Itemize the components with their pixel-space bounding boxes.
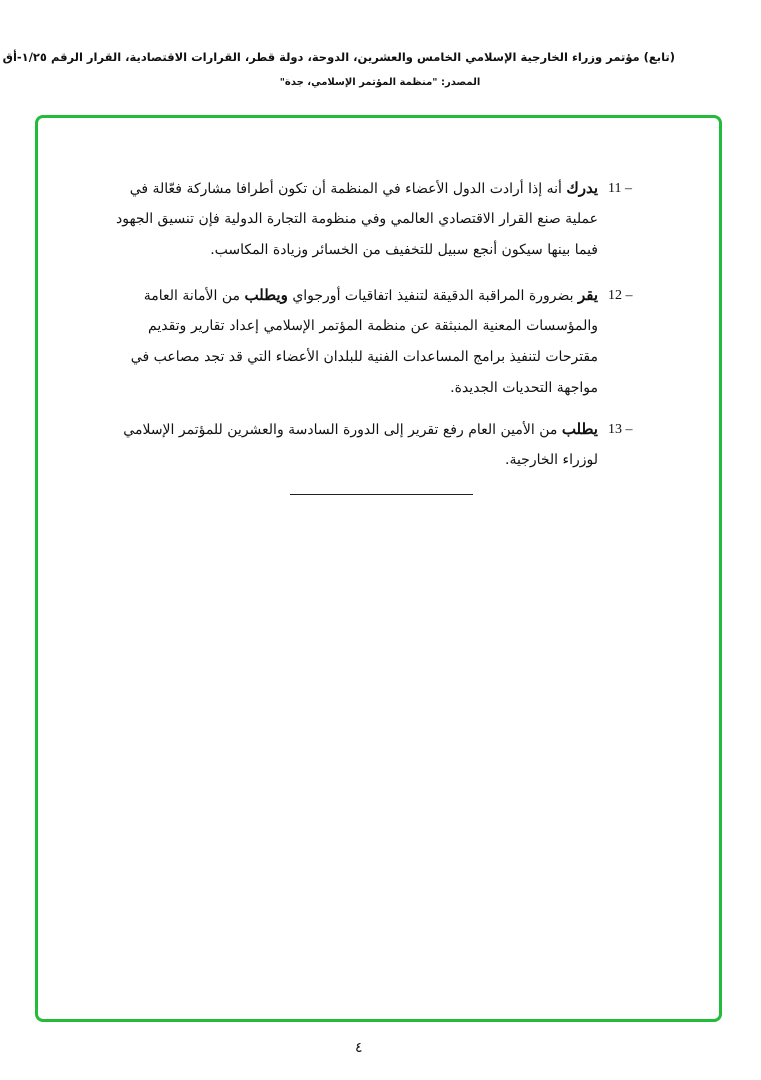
resolution-item-13 xyxy=(123,414,598,476)
item-line: مقترحات لتنفيذ برامج المساعدات الفنية للبلدان الأعضاء التي قد تجد مصاعب في xyxy=(130,349,598,365)
item-keyword: يدرك xyxy=(566,179,598,197)
item-line: عملية صنع القرار الاقتصادي العالمي وفي منظومة التجارة الدولية فإن تنسيق الجهود xyxy=(115,211,598,227)
item-line: من الأمانة العامة xyxy=(143,288,240,304)
item-number: 11 – xyxy=(608,181,632,196)
item-line: فيما بينها سيكون أنجع سبيل للتخفيف من الخسائر وزيادة المكاسب. xyxy=(210,242,598,258)
item-line: من الأمين العام رفع تقرير إلى الدورة السادسة والعشرين للمؤتمر الإسلامي xyxy=(123,422,558,438)
document-source: المصدر: "منظمة المؤتمر الإسلامي، جدة" xyxy=(279,77,481,88)
item-line: بضرورة المراقبة الدقيقة لتنفيذ اتفاقيات أورجواي xyxy=(292,288,574,304)
item-line: لوزراء الخارجية. xyxy=(505,452,598,468)
item-line: مواجهة التحديات الجديدة. xyxy=(450,380,598,396)
resolution-item-11 xyxy=(115,173,598,266)
item-line: والمؤسسات المعنية المنبثقة عن منظمة المؤتمر الإسلامي إعداد تقارير وتقديم xyxy=(148,318,598,334)
item-keyword-2: ويطلب xyxy=(244,286,288,304)
item-number: 13 – xyxy=(608,422,633,437)
resolution-item-12 xyxy=(130,280,598,404)
item-keyword: يقر xyxy=(577,286,598,304)
end-divider xyxy=(290,494,473,495)
item-number: 12 – xyxy=(608,288,633,303)
item-line: أنه إذا أرادت الدول الأعضاء في المنظمة أن تكون أطرافا مشاركة فعّالة في xyxy=(129,181,562,197)
page-number: ٤ xyxy=(355,1040,363,1056)
item-keyword: يطلب xyxy=(561,420,598,438)
document-header-title: (تابع) مؤتمر وزراء الخارجية الإسلامي الخامس والعشرين، الدوحة، دولة قطر، القرارات الاقتصادية، القرار الرقم ١/٢٥-أق xyxy=(2,50,675,64)
